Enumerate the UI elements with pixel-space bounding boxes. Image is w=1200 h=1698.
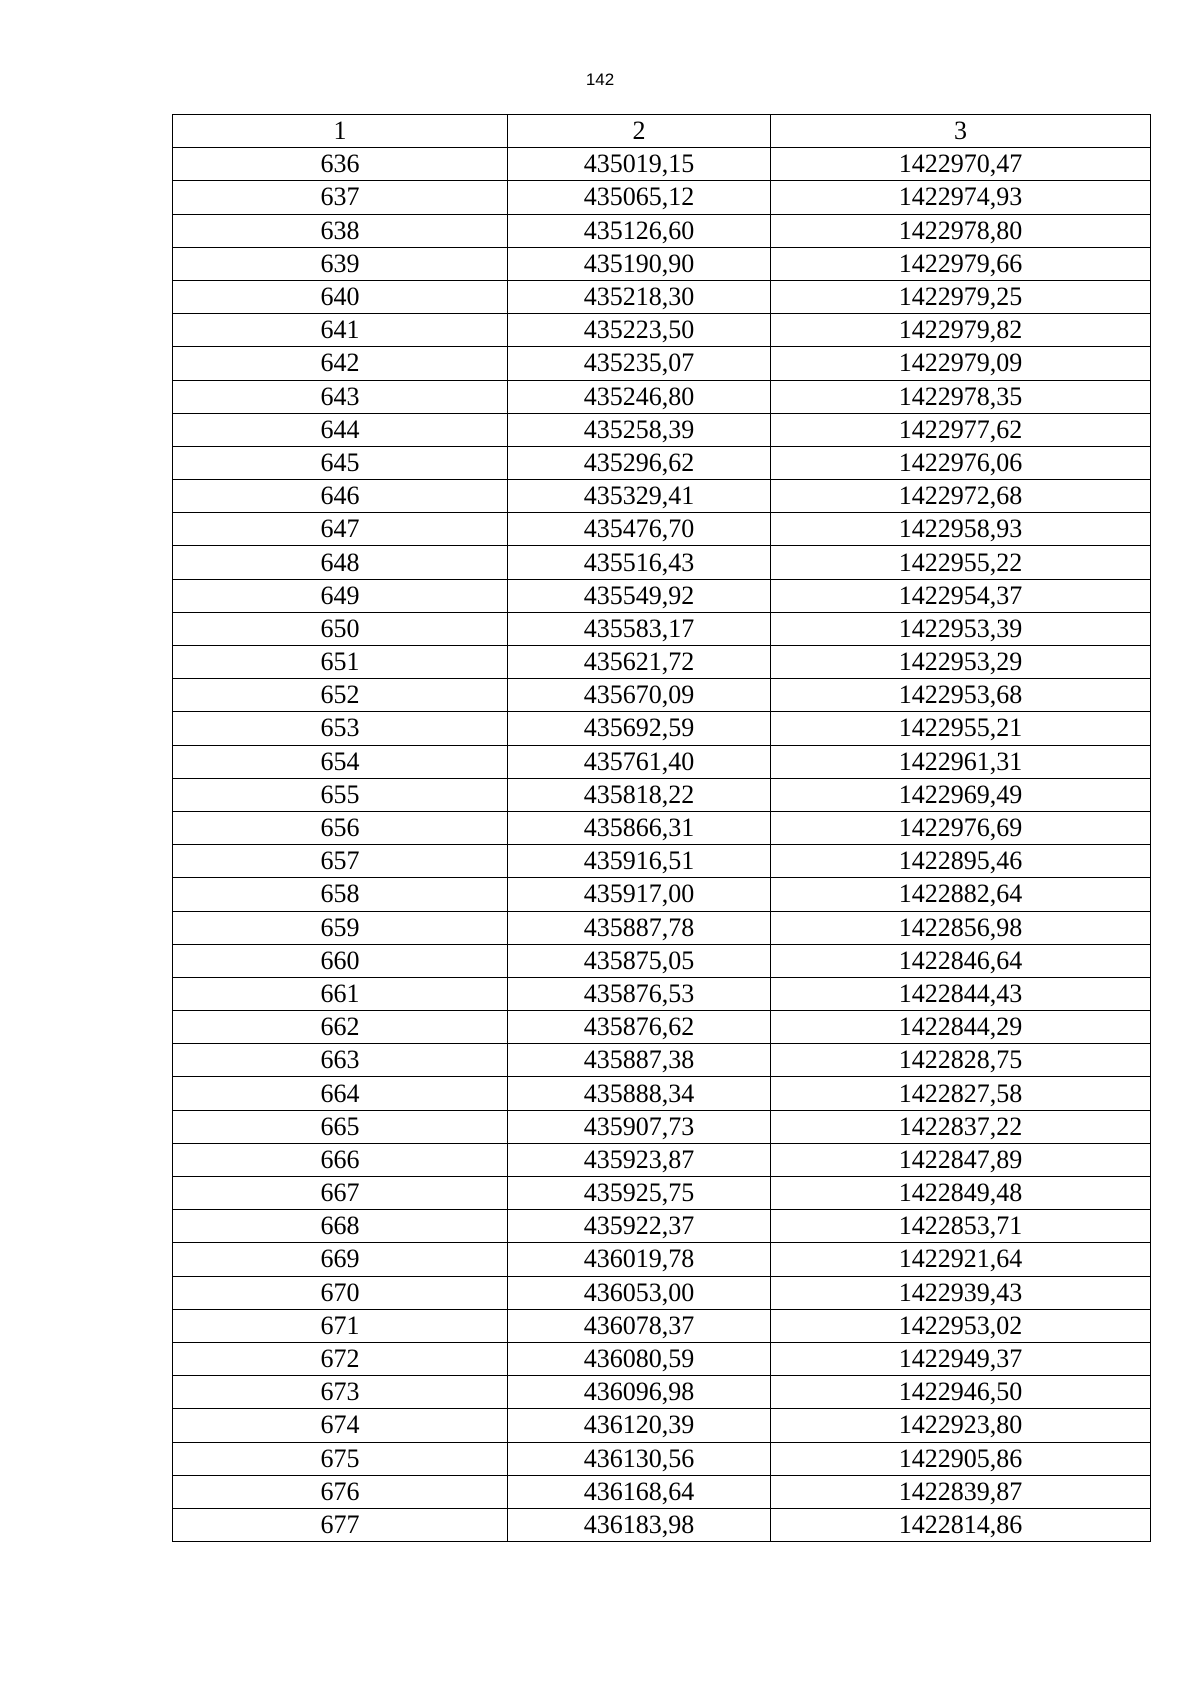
table-row: [173, 911, 1151, 944]
cell-x-coordinate: 435516,43: [508, 546, 771, 579]
cell-point-number: 661: [173, 977, 508, 1010]
table-row: [173, 1177, 1151, 1210]
cell-y-coordinate: 1422882,64: [771, 878, 1151, 911]
cell-x-coordinate: 435235,07: [508, 347, 771, 380]
cell-y-coordinate: 1422839,87: [771, 1475, 1151, 1508]
table-row: [173, 1475, 1151, 1508]
cell-point-number: 672: [173, 1342, 508, 1375]
cell-point-number: 656: [173, 811, 508, 844]
cell-y-coordinate: 1422814,86: [771, 1508, 1151, 1541]
cell-point-number: 641: [173, 314, 508, 347]
cell-x-coordinate: 435887,78: [508, 911, 771, 944]
cell-point-number: 667: [173, 1177, 508, 1210]
cell-y-coordinate: 1422939,43: [771, 1276, 1151, 1309]
cell-y-coordinate: 1422946,50: [771, 1376, 1151, 1409]
table-row: [173, 845, 1151, 878]
cell-point-number: 637: [173, 181, 508, 214]
cell-x-coordinate: 435876,53: [508, 977, 771, 1010]
table-row: [173, 1309, 1151, 1342]
table-row: [173, 878, 1151, 911]
table-row: [173, 1409, 1151, 1442]
table-row: [173, 546, 1151, 579]
cell-y-coordinate: 1422953,68: [771, 679, 1151, 712]
cell-y-coordinate: 1422895,46: [771, 845, 1151, 878]
table-row: [173, 280, 1151, 313]
cell-point-number: 677: [173, 1508, 508, 1541]
table-row: [173, 1044, 1151, 1077]
cell-y-coordinate: 1422847,89: [771, 1143, 1151, 1176]
cell-point-number: 649: [173, 579, 508, 612]
cell-point-number: 642: [173, 347, 508, 380]
cell-y-coordinate: 1422954,37: [771, 579, 1151, 612]
table-header-row: [173, 115, 1151, 148]
cell-x-coordinate: 435670,09: [508, 679, 771, 712]
cell-x-coordinate: 436168,64: [508, 1475, 771, 1508]
table-row: [173, 1243, 1151, 1276]
cell-point-number: 666: [173, 1143, 508, 1176]
cell-x-coordinate: 435065,12: [508, 181, 771, 214]
cell-x-coordinate: 436080,59: [508, 1342, 771, 1375]
cell-y-coordinate: 1422828,75: [771, 1044, 1151, 1077]
table-row: [173, 679, 1151, 712]
cell-y-coordinate: 1422955,21: [771, 712, 1151, 745]
cell-point-number: 654: [173, 745, 508, 778]
cell-point-number: 648: [173, 546, 508, 579]
cell-point-number: 665: [173, 1110, 508, 1143]
page-number: 142: [585, 70, 615, 89]
cell-y-coordinate: 1422849,48: [771, 1177, 1151, 1210]
cell-point-number: 644: [173, 413, 508, 446]
cell-point-number: 643: [173, 380, 508, 413]
cell-x-coordinate: 436130,56: [508, 1442, 771, 1475]
cell-y-coordinate: 1422856,98: [771, 911, 1151, 944]
cell-x-coordinate: 435296,62: [508, 446, 771, 479]
cell-point-number: 674: [173, 1409, 508, 1442]
cell-y-coordinate: 1422978,35: [771, 380, 1151, 413]
cell-y-coordinate: 1422846,64: [771, 944, 1151, 977]
cell-y-coordinate: 1422923,80: [771, 1409, 1151, 1442]
cell-x-coordinate: 435876,62: [508, 1011, 771, 1044]
table-row: [173, 1077, 1151, 1110]
cell-y-coordinate: 1422949,37: [771, 1342, 1151, 1375]
cell-x-coordinate: 435923,87: [508, 1143, 771, 1176]
cell-x-coordinate: 435190,90: [508, 247, 771, 280]
cell-point-number: 658: [173, 878, 508, 911]
cell-y-coordinate: 1422974,93: [771, 181, 1151, 214]
cell-point-number: 671: [173, 1309, 508, 1342]
cell-y-coordinate: 1422979,09: [771, 347, 1151, 380]
table-row: [173, 1210, 1151, 1243]
cell-point-number: 669: [173, 1243, 508, 1276]
cell-point-number: 652: [173, 679, 508, 712]
table-row: [173, 181, 1151, 214]
cell-x-coordinate: 436120,39: [508, 1409, 771, 1442]
cell-point-number: 638: [173, 214, 508, 247]
cell-point-number: 647: [173, 513, 508, 546]
cell-point-number: 673: [173, 1376, 508, 1409]
cell-point-number: 675: [173, 1442, 508, 1475]
cell-x-coordinate: 435888,34: [508, 1077, 771, 1110]
table-body: [173, 115, 1151, 1542]
cell-x-coordinate: 435476,70: [508, 513, 771, 546]
table-row: [173, 1276, 1151, 1309]
cell-x-coordinate: 436078,37: [508, 1309, 771, 1342]
table-row: [173, 314, 1151, 347]
table-row: [173, 1110, 1151, 1143]
table-row: [173, 513, 1151, 546]
cell-x-coordinate: 435019,15: [508, 148, 771, 181]
table-row: [173, 1342, 1151, 1375]
header-cell-x-coordinate: 2: [508, 115, 771, 148]
cell-point-number: 636: [173, 148, 508, 181]
cell-x-coordinate: 435223,50: [508, 314, 771, 347]
cell-y-coordinate: 1422972,68: [771, 480, 1151, 513]
cell-y-coordinate: 1422976,69: [771, 811, 1151, 844]
cell-point-number: 676: [173, 1475, 508, 1508]
cell-point-number: 663: [173, 1044, 508, 1077]
cell-point-number: 660: [173, 944, 508, 977]
table-row: [173, 646, 1151, 679]
cell-x-coordinate: 435761,40: [508, 745, 771, 778]
coordinates-table: [172, 114, 1151, 1542]
cell-x-coordinate: 435258,39: [508, 413, 771, 446]
table-row: [173, 446, 1151, 479]
cell-y-coordinate: 1422921,64: [771, 1243, 1151, 1276]
cell-point-number: 640: [173, 280, 508, 313]
table-row: [173, 413, 1151, 446]
cell-x-coordinate: 435922,37: [508, 1210, 771, 1243]
cell-point-number: 650: [173, 612, 508, 645]
cell-x-coordinate: 435218,30: [508, 280, 771, 313]
table-row: [173, 745, 1151, 778]
cell-x-coordinate: 435917,00: [508, 878, 771, 911]
table-row: [173, 1143, 1151, 1176]
cell-x-coordinate: 435866,31: [508, 811, 771, 844]
cell-x-coordinate: 435818,22: [508, 778, 771, 811]
table-row: [173, 944, 1151, 977]
cell-point-number: 668: [173, 1210, 508, 1243]
cell-y-coordinate: 1422979,25: [771, 280, 1151, 313]
cell-x-coordinate: 435549,92: [508, 579, 771, 612]
cell-x-coordinate: 435246,80: [508, 380, 771, 413]
table-row: [173, 1011, 1151, 1044]
cell-y-coordinate: 1422827,58: [771, 1077, 1151, 1110]
cell-point-number: 651: [173, 646, 508, 679]
cell-x-coordinate: 435621,72: [508, 646, 771, 679]
cell-point-number: 645: [173, 446, 508, 479]
cell-y-coordinate: 1422844,43: [771, 977, 1151, 1010]
cell-point-number: 664: [173, 1077, 508, 1110]
table-row: [173, 148, 1151, 181]
table-row: [173, 480, 1151, 513]
table-row: [173, 1442, 1151, 1475]
cell-y-coordinate: 1422976,06: [771, 446, 1151, 479]
cell-x-coordinate: 435875,05: [508, 944, 771, 977]
table-row: [173, 811, 1151, 844]
cell-x-coordinate: 436053,00: [508, 1276, 771, 1309]
cell-y-coordinate: 1422853,71: [771, 1210, 1151, 1243]
cell-y-coordinate: 1422977,62: [771, 413, 1151, 446]
cell-y-coordinate: 1422979,82: [771, 314, 1151, 347]
table-row: [173, 712, 1151, 745]
cell-y-coordinate: 1422953,39: [771, 612, 1151, 645]
table-row: [173, 1376, 1151, 1409]
cell-point-number: 662: [173, 1011, 508, 1044]
cell-x-coordinate: 435126,60: [508, 214, 771, 247]
table-row: [173, 214, 1151, 247]
cell-point-number: 639: [173, 247, 508, 280]
table-row: [173, 1508, 1151, 1541]
cell-y-coordinate: 1422905,86: [771, 1442, 1151, 1475]
table-row: [173, 247, 1151, 280]
cell-x-coordinate: 436183,98: [508, 1508, 771, 1541]
header-cell-y-coordinate: 3: [771, 115, 1151, 148]
cell-x-coordinate: 436096,98: [508, 1376, 771, 1409]
cell-y-coordinate: 1422955,22: [771, 546, 1151, 579]
table-row: [173, 977, 1151, 1010]
cell-y-coordinate: 1422979,66: [771, 247, 1151, 280]
cell-y-coordinate: 1422844,29: [771, 1011, 1151, 1044]
cell-y-coordinate: 1422953,29: [771, 646, 1151, 679]
cell-x-coordinate: 435329,41: [508, 480, 771, 513]
cell-point-number: 670: [173, 1276, 508, 1309]
table-row: [173, 347, 1151, 380]
cell-x-coordinate: 435692,59: [508, 712, 771, 745]
cell-x-coordinate: 435583,17: [508, 612, 771, 645]
cell-x-coordinate: 435925,75: [508, 1177, 771, 1210]
cell-x-coordinate: 435907,73: [508, 1110, 771, 1143]
cell-point-number: 653: [173, 712, 508, 745]
table-row: [173, 579, 1151, 612]
cell-point-number: 655: [173, 778, 508, 811]
cell-y-coordinate: 1422969,49: [771, 778, 1151, 811]
table-row: [173, 778, 1151, 811]
cell-y-coordinate: 1422837,22: [771, 1110, 1151, 1143]
table-row: [173, 380, 1151, 413]
cell-x-coordinate: 435916,51: [508, 845, 771, 878]
cell-y-coordinate: 1422978,80: [771, 214, 1151, 247]
cell-y-coordinate: 1422970,47: [771, 148, 1151, 181]
cell-point-number: 657: [173, 845, 508, 878]
cell-y-coordinate: 1422961,31: [771, 745, 1151, 778]
header-cell-point-number: 1: [173, 115, 508, 148]
table-row: [173, 612, 1151, 645]
cell-x-coordinate: 436019,78: [508, 1243, 771, 1276]
cell-y-coordinate: 1422958,93: [771, 513, 1151, 546]
cell-point-number: 659: [173, 911, 508, 944]
cell-point-number: 646: [173, 480, 508, 513]
cell-y-coordinate: 1422953,02: [771, 1309, 1151, 1342]
cell-x-coordinate: 435887,38: [508, 1044, 771, 1077]
